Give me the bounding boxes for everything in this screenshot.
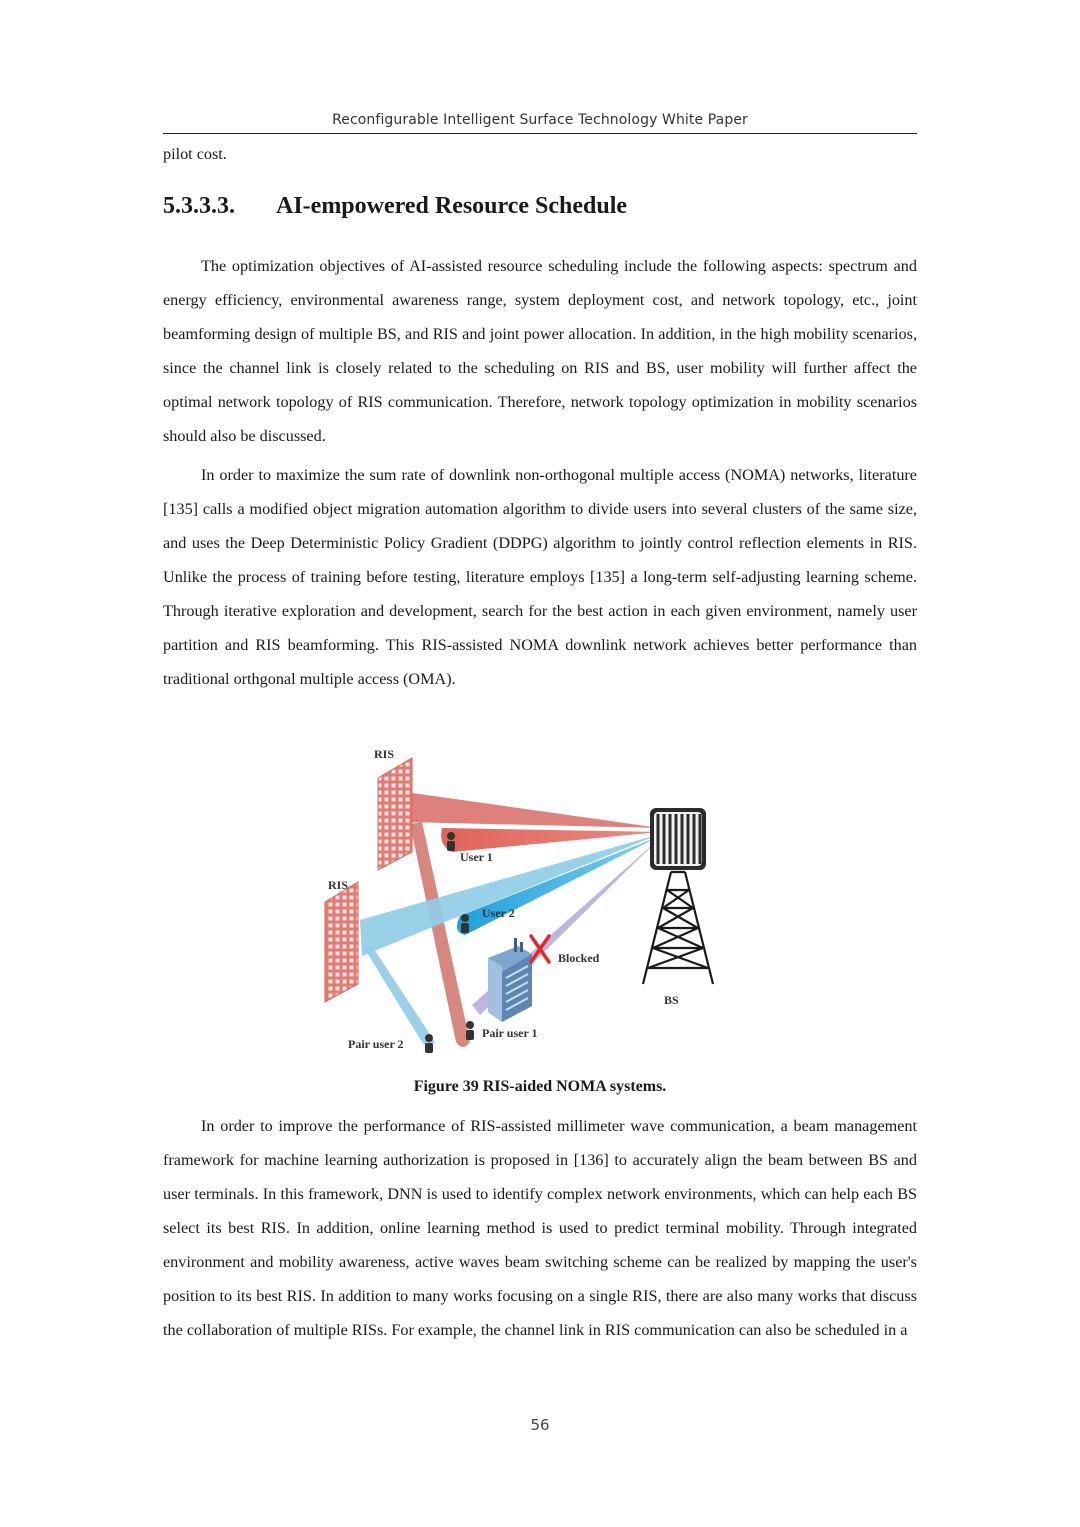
header-rule <box>163 133 917 134</box>
paragraph-1: The optimization objectives of AI-assisted resource scheduling include the following aspects: spectrum and energy efficiency, environmental awareness range, system deployment cost, and network topology, etc., joint beamforming design of multiple BS, and RIS and joint power allocation. In addition, in the high mobility scenarios, since the channel link is closely related to the scheduling on RIS and BS, user mobility will further affect the optimal network topology of RIS communication. Therefore, network topology optimization in mobility scenarios should also be discussed. <box>163 257 917 445</box>
user-2-icon <box>461 914 469 933</box>
label-pair-user-2: Pair user 2 <box>348 1037 404 1051</box>
running-header: Reconfigurable Intelligent Surface Technology White Paper <box>332 112 748 128</box>
ris-panel-left <box>325 882 358 1002</box>
figure-caption: Figure 39 RIS-aided NOMA systems. <box>413 1078 667 1095</box>
ris-noma-diagram <box>320 740 740 1070</box>
base-station <box>643 808 713 984</box>
building <box>488 938 532 1022</box>
label-pair-user-1: Pair user 1 <box>482 1026 538 1040</box>
label-ris-left: RIS <box>328 878 349 892</box>
label-user-1: User 1 <box>460 850 493 864</box>
pair-user-2-icon <box>425 1034 433 1053</box>
bs-to-top-ris-beam <box>405 792 660 828</box>
section-heading <box>163 193 627 220</box>
pair-user-1-icon <box>466 1021 474 1040</box>
user-1-icon <box>447 832 455 851</box>
figure-ris-noma <box>320 740 740 1070</box>
label-ris-top: RIS <box>374 747 395 761</box>
label-blocked: Blocked <box>558 951 600 965</box>
bs-to-user-1-beam <box>441 828 660 852</box>
left-ris-to-pair-user-2-beam <box>364 946 435 1046</box>
ris-panel-top <box>378 758 412 870</box>
section-number: 5.3.3.3. <box>163 193 235 219</box>
label-user-2: User 2 <box>482 906 515 920</box>
carryover-text: pilot cost. <box>163 145 227 163</box>
section-title: AI-empowered Resource Schedule <box>276 193 628 219</box>
paragraph-3: In order to improve the performance of RIS-assisted millimeter wave communication, a beam management framework for machine learning authorization is proposed in [136] to accurately align the beam between BS and user terminals. In this framework, DNN is used to identify complex network environments, which can help each BS select its best RIS. In addition, online learning method is used to predict terminal mobility. Through integrated environment and mobility awareness, active waves beam switching scheme can be realized by mapping the user's position to its best RIS. In addition to many works focusing on a single RIS, there are also many works that discuss the collaboration of multiple RISs. For example, the channel link in RIS communication can also be scheduled in a <box>163 1117 917 1339</box>
paragraph-2: In order to maximize the sum rate of downlink non-orthogonal multiple access (NOMA) networks, literature [135] calls a modified object migration automation algorithm to divide users into several clusters of the same size, and uses the Deep Deterministic Policy Gradient (DDPG) algorithm to jointly control reflection elements in RIS. Unlike the process of training before testing, literature employs [135] a long-term self-adjusting learning scheme. Through iterative exploration and development, search for the best action in each given environment, namely user partition and RIS beamforming. This RIS-assisted NOMA downlink network achieves better performance than traditional orthgonal multiple access (OMA). <box>163 466 917 688</box>
label-bs: BS <box>664 993 679 1007</box>
page-number: 56 <box>530 1416 550 1434</box>
